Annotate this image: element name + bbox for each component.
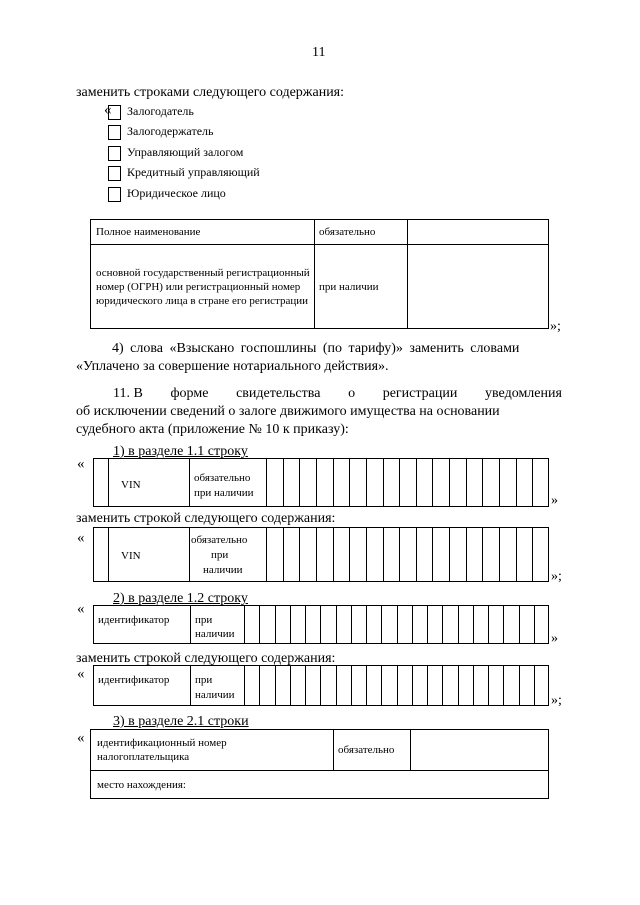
checkbox-icon bbox=[108, 187, 121, 202]
char-cell-divider bbox=[316, 459, 317, 506]
char-cell-divider bbox=[473, 666, 474, 705]
inn-label-line2: налогоплательщика bbox=[97, 751, 190, 763]
close-quote: » bbox=[551, 631, 558, 646]
vin-status-1: обязательно bbox=[191, 534, 248, 546]
char-cell-divider bbox=[275, 666, 276, 705]
word: регистрации bbox=[382, 386, 458, 401]
vin-char-cells bbox=[266, 528, 549, 581]
char-cell-divider bbox=[366, 528, 367, 581]
char-cell-divider bbox=[449, 459, 450, 506]
sub3-title: 3) в разделе 2.1 строки bbox=[113, 714, 249, 729]
sub1-title: 1) в разделе 1.1 строку bbox=[113, 444, 248, 459]
item4-line1: 4) слова «Взыскано госпошлины (по тарифу)» заменить словами bbox=[112, 341, 520, 356]
char-cell-divider bbox=[473, 606, 474, 643]
char-cell-divider bbox=[427, 666, 428, 705]
word: о bbox=[348, 386, 356, 401]
id-char-cells bbox=[244, 606, 549, 643]
char-cell-divider bbox=[427, 606, 428, 643]
char-cell-divider bbox=[412, 666, 413, 705]
char-cell-divider bbox=[336, 606, 337, 643]
char-cell-divider bbox=[442, 666, 443, 705]
char-cell-divider bbox=[333, 528, 334, 581]
open-quote: « bbox=[77, 601, 85, 617]
vin-char-cells bbox=[266, 459, 549, 506]
vin-label: VIN bbox=[121, 479, 141, 491]
char-cell-divider bbox=[290, 606, 291, 643]
close-quote-semicolon: »; bbox=[550, 319, 561, 334]
char-cell-divider bbox=[351, 606, 352, 643]
char-cell-divider bbox=[397, 606, 398, 643]
replace-line-1: заменить строкой следующего содержания: bbox=[76, 511, 336, 526]
vin-status-1: обязательно bbox=[194, 472, 251, 484]
char-cell-divider bbox=[283, 528, 284, 581]
vin-status-2: при наличии bbox=[194, 487, 254, 499]
char-cell-divider bbox=[516, 528, 517, 581]
char-cell-divider bbox=[532, 528, 533, 581]
char-cell-divider bbox=[366, 666, 367, 705]
char-cell-divider bbox=[534, 606, 535, 643]
char-cell-divider bbox=[266, 459, 267, 506]
char-cell-divider bbox=[366, 606, 367, 643]
char-cell-divider bbox=[519, 606, 520, 643]
char-cell-divider bbox=[432, 528, 433, 581]
inn-label bbox=[91, 730, 334, 771]
open-quote: « bbox=[77, 530, 85, 546]
char-cell-divider bbox=[449, 528, 450, 581]
checkbox-item-zalogodatel bbox=[108, 104, 194, 120]
checkbox-label: Залогодатель bbox=[127, 104, 194, 118]
item11-line2: об исключении сведений о залоге движимого имущества на основании bbox=[76, 404, 500, 419]
char-cell-divider bbox=[275, 606, 276, 643]
char-cell-divider bbox=[351, 666, 352, 705]
char-cell-divider bbox=[416, 528, 417, 581]
inn-label-line1: идентификационный номер bbox=[97, 737, 227, 749]
char-cell-divider bbox=[458, 666, 459, 705]
close-quote-semicolon: »; bbox=[551, 569, 562, 584]
word: 11. В bbox=[113, 386, 143, 401]
char-cell-divider bbox=[503, 606, 504, 643]
ogrn-label: основной государственный регистрационный номер (ОГРН) или регистрационный номер юридического лица в стране его регистрации bbox=[91, 245, 315, 329]
char-cell-divider bbox=[320, 606, 321, 643]
char-cell-divider bbox=[299, 528, 300, 581]
org-name-status: обязательно bbox=[315, 220, 408, 245]
vin-row-new bbox=[93, 527, 549, 582]
divider bbox=[108, 528, 109, 581]
char-cell-divider bbox=[244, 606, 245, 643]
intro-line: заменить строками следующего содержания: bbox=[76, 85, 345, 100]
char-cell-divider bbox=[482, 528, 483, 581]
char-cell-divider bbox=[259, 606, 260, 643]
divider bbox=[190, 606, 191, 643]
char-cell-divider bbox=[432, 459, 433, 506]
divider bbox=[189, 528, 190, 581]
word: форме bbox=[170, 386, 209, 401]
open-quote: « bbox=[77, 730, 85, 746]
char-cell-divider bbox=[399, 459, 400, 506]
char-cell-divider bbox=[290, 666, 291, 705]
close-quote: » bbox=[551, 493, 558, 508]
vin-status-3: наличии bbox=[203, 564, 243, 576]
char-cell-divider bbox=[416, 459, 417, 506]
open-quote: « bbox=[104, 102, 112, 118]
char-cell-divider bbox=[244, 666, 245, 705]
checkbox-label: Кредитный управляющий bbox=[127, 165, 260, 179]
id-status-1: при bbox=[195, 674, 213, 686]
checkbox-icon bbox=[108, 125, 121, 140]
char-cell-divider bbox=[320, 666, 321, 705]
close-quote-semicolon: »; bbox=[551, 693, 562, 708]
char-cell-divider bbox=[316, 528, 317, 581]
char-cell-divider bbox=[305, 606, 306, 643]
ogrn-status: при наличии bbox=[315, 245, 408, 329]
item11-line3: судебного акта (приложение № 10 к приказу): bbox=[76, 422, 349, 437]
sub2-title: 2) в разделе 1.2 строку bbox=[113, 591, 248, 606]
char-cell-divider bbox=[442, 606, 443, 643]
page-number: 11 bbox=[312, 45, 326, 60]
checkbox-icon bbox=[108, 146, 121, 161]
char-cell-divider bbox=[381, 606, 382, 643]
char-cell-divider bbox=[488, 606, 489, 643]
checkbox-icon bbox=[108, 166, 121, 181]
ogrn-value bbox=[408, 245, 549, 329]
open-quote: « bbox=[77, 666, 85, 682]
inn-status: обязательно bbox=[334, 730, 411, 771]
char-cell-divider bbox=[349, 528, 350, 581]
checkbox-label: Управляющий залогом bbox=[127, 145, 244, 159]
char-cell-divider bbox=[534, 666, 535, 705]
checkbox-item-kreditny bbox=[108, 165, 260, 181]
char-cell-divider bbox=[397, 666, 398, 705]
char-cell-divider bbox=[399, 528, 400, 581]
location-label: место нахождения: bbox=[91, 771, 549, 799]
id-row-new bbox=[93, 665, 549, 706]
vin-status-2: при bbox=[211, 549, 229, 561]
char-cell-divider bbox=[366, 459, 367, 506]
word: свидетельства bbox=[236, 386, 321, 401]
id-char-cells bbox=[244, 666, 549, 705]
checkbox-icon bbox=[108, 105, 121, 120]
char-cell-divider bbox=[466, 459, 467, 506]
char-cell-divider bbox=[532, 459, 533, 506]
item11-line1 bbox=[113, 385, 562, 402]
inn-value bbox=[411, 730, 549, 771]
char-cell-divider bbox=[499, 528, 500, 581]
char-cell-divider bbox=[266, 528, 267, 581]
char-cell-divider bbox=[482, 459, 483, 506]
checkbox-item-yurlico bbox=[108, 186, 226, 202]
divider bbox=[190, 666, 191, 705]
org-table bbox=[90, 219, 549, 329]
id-status-1: при bbox=[195, 614, 213, 626]
char-cell-divider bbox=[336, 666, 337, 705]
char-cell-divider bbox=[259, 666, 260, 705]
divider bbox=[189, 459, 190, 506]
char-cell-divider bbox=[299, 459, 300, 506]
vin-row-old bbox=[93, 458, 549, 507]
id-status-2: наличии bbox=[195, 628, 235, 640]
org-name-value bbox=[408, 220, 549, 245]
org-name-label: Полное наименование bbox=[91, 220, 315, 245]
char-cell-divider bbox=[381, 666, 382, 705]
char-cell-divider bbox=[383, 528, 384, 581]
open-quote: « bbox=[77, 456, 85, 472]
char-cell-divider bbox=[283, 459, 284, 506]
char-cell-divider bbox=[412, 606, 413, 643]
id-status-2: наличии bbox=[195, 689, 235, 701]
char-cell-divider bbox=[305, 666, 306, 705]
char-cell-divider bbox=[466, 528, 467, 581]
char-cell-divider bbox=[383, 459, 384, 506]
tax-table bbox=[90, 729, 549, 799]
id-label: идентификатор bbox=[98, 614, 170, 626]
char-cell-divider bbox=[488, 666, 489, 705]
char-cell-divider bbox=[503, 666, 504, 705]
checkbox-label: Залогодержатель bbox=[127, 124, 214, 138]
id-row-old bbox=[93, 605, 549, 644]
char-cell-divider bbox=[458, 606, 459, 643]
word: уведомления bbox=[485, 386, 562, 401]
char-cell-divider bbox=[516, 459, 517, 506]
checkbox-item-upravlyayushchiy bbox=[108, 145, 243, 161]
char-cell-divider bbox=[333, 459, 334, 506]
vin-label: VIN bbox=[121, 550, 141, 562]
item4-line1-wrap bbox=[76, 340, 562, 357]
replace-line-2: заменить строкой следующего содержания: bbox=[76, 651, 336, 666]
char-cell-divider bbox=[349, 459, 350, 506]
checkbox-item-zalogoderzhatel bbox=[108, 124, 213, 140]
id-label: идентификатор bbox=[98, 674, 170, 686]
divider bbox=[108, 459, 109, 506]
checkbox-label: Юридическое лицо bbox=[127, 186, 226, 200]
item4-line2: «Уплачено за совершение нотариального действия». bbox=[76, 359, 389, 374]
char-cell-divider bbox=[499, 459, 500, 506]
char-cell-divider bbox=[519, 666, 520, 705]
